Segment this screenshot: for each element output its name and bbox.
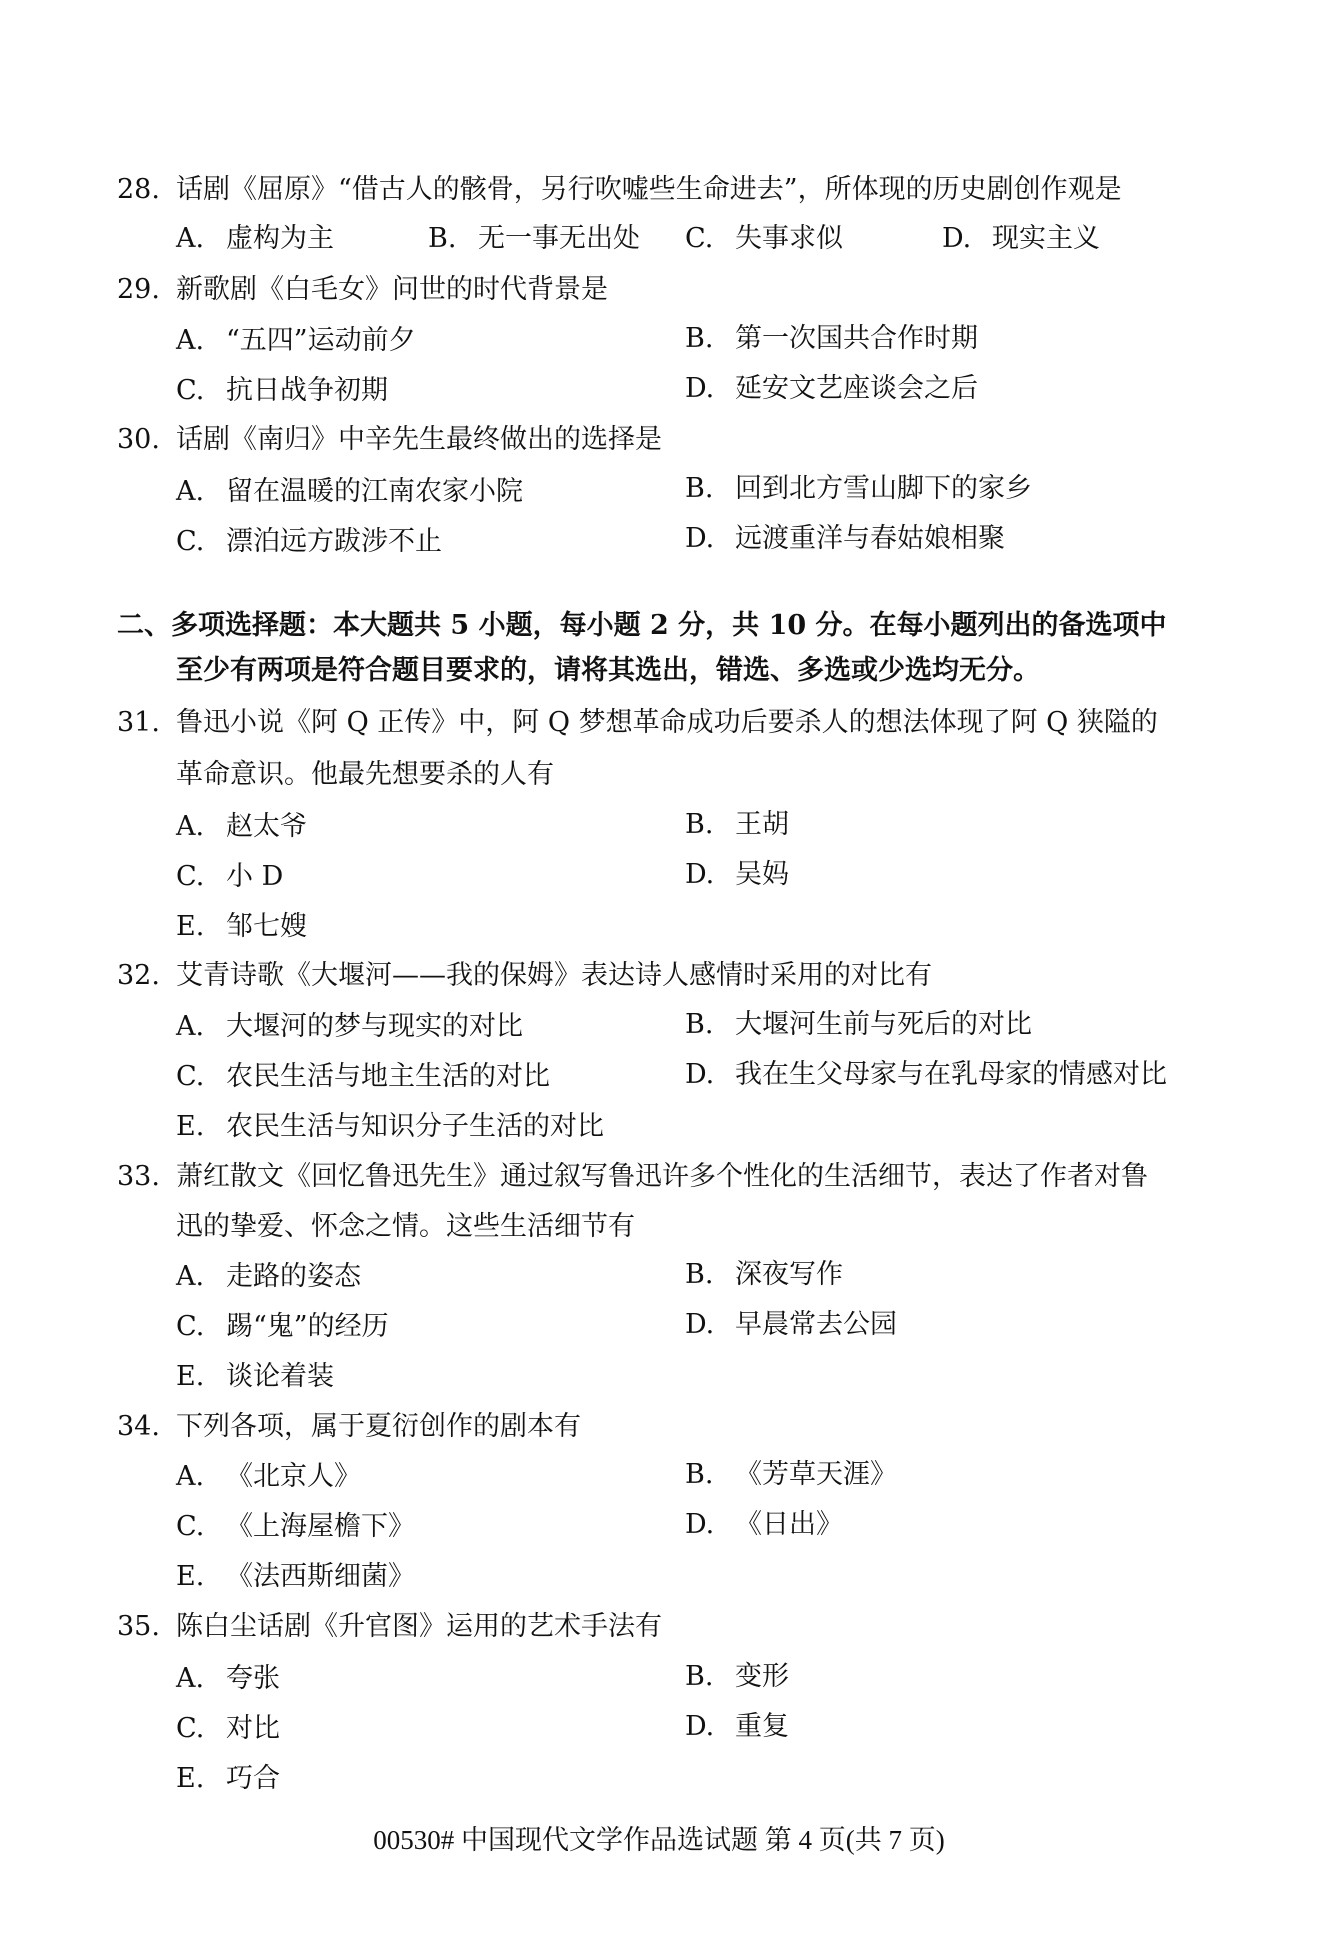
question-number: 33. xyxy=(117,1161,160,1192)
question-stem: 鲁迅小说《阿 Q 正传》中，阿 Q 梦想革命成功后要杀人的想法体现了阿 Q 狭隘的 xyxy=(176,707,1158,738)
option-text: 巧合 xyxy=(226,1763,280,1794)
option-d xyxy=(685,1060,1167,1090)
option-a xyxy=(176,1664,280,1694)
option-label: D. xyxy=(685,1711,715,1742)
option-e xyxy=(176,1562,415,1592)
option-label: D. xyxy=(685,523,715,554)
option-c xyxy=(176,1512,415,1542)
option-text: “五四”运动前夕 xyxy=(226,325,416,356)
option-a xyxy=(176,1012,523,1042)
question-number: 30. xyxy=(117,424,160,455)
option-b xyxy=(685,1010,1032,1040)
option-text: 《北京人》 xyxy=(226,1461,361,1492)
question-stem: 话剧《屈原》“借古人的骸骨，另行吹嘘些生命进去”，所体现的历史剧创作观是 xyxy=(176,174,1122,205)
option-text: 对比 xyxy=(226,1713,280,1744)
option-text: 无一事无出处 xyxy=(478,223,640,254)
option-label: D. xyxy=(685,1059,715,1090)
question-number: 28. xyxy=(117,174,160,205)
option-a xyxy=(176,224,334,254)
option-text: 谈论着装 xyxy=(226,1361,334,1392)
option-label: C. xyxy=(176,1511,205,1542)
question-30 xyxy=(117,425,662,455)
option-label: A. xyxy=(176,1261,205,1292)
option-b xyxy=(428,224,640,254)
option-label: B. xyxy=(685,473,714,504)
option-text: 第一次国共合作时期 xyxy=(735,323,978,354)
option-e xyxy=(176,1764,280,1794)
option-d xyxy=(685,1510,843,1540)
option-text: 《法西斯细菌》 xyxy=(226,1561,415,1592)
question-28 xyxy=(117,175,1122,205)
option-c xyxy=(176,376,388,406)
question-number: 32. xyxy=(117,960,160,991)
question-33 xyxy=(117,1162,1148,1192)
option-label: B. xyxy=(685,809,714,840)
question-stem-continued: 革命意识。他最先想要杀的人有 xyxy=(176,759,554,790)
option-label: D. xyxy=(685,373,715,404)
option-text: 夸张 xyxy=(226,1663,280,1694)
option-label: E. xyxy=(176,1763,205,1794)
option-label: D. xyxy=(685,859,715,890)
option-text: 我在生父母家与在乳母家的情感对比 xyxy=(735,1059,1167,1090)
option-label: E. xyxy=(176,911,205,942)
option-d xyxy=(942,224,1100,254)
question-31 xyxy=(117,708,1158,738)
option-b xyxy=(685,474,1032,504)
option-d xyxy=(685,1310,897,1340)
option-a xyxy=(176,1262,361,1292)
section-heading: 二、多项选择题：本大题共 5 小题，每小题 2 分，共 10 分。在每小题列出的备选项中 xyxy=(117,610,1167,641)
option-c xyxy=(176,1312,389,1342)
option-label: A. xyxy=(176,1011,205,1042)
option-text: 失事求似 xyxy=(735,223,843,254)
option-b xyxy=(685,810,789,840)
option-label: E. xyxy=(176,1111,205,1142)
option-text: 踢“鬼”的经历 xyxy=(226,1311,389,1342)
option-text: 留在温暖的江南农家小院 xyxy=(226,476,523,507)
option-label: A. xyxy=(176,1663,205,1694)
option-c xyxy=(685,224,843,254)
option-label: A. xyxy=(176,223,205,254)
question-number: 31. xyxy=(117,707,160,738)
question-32 xyxy=(117,961,932,991)
option-b xyxy=(685,1662,789,1692)
option-b xyxy=(685,324,978,354)
option-label: D. xyxy=(685,1509,715,1540)
page-footer: 00530# 中国现代文学作品选试题 第 4 页(共 7 页) xyxy=(373,1825,945,1855)
option-text: 虚构为主 xyxy=(226,223,334,254)
question-number: 29. xyxy=(117,274,160,305)
question-stem: 陈白尘话剧《升官图》运用的艺术手法有 xyxy=(176,1611,662,1642)
option-text: 变形 xyxy=(735,1661,789,1692)
option-label: C. xyxy=(176,861,205,892)
question-number: 34. xyxy=(117,1411,160,1442)
question-stem: 话剧《南归》中辛先生最终做出的选择是 xyxy=(176,424,662,455)
option-label: C. xyxy=(176,526,205,557)
option-text: 邹七嫂 xyxy=(226,911,307,942)
option-text: 漂泊远方跋涉不止 xyxy=(226,526,442,557)
option-text: 王胡 xyxy=(735,809,789,840)
option-label: B. xyxy=(685,1259,714,1290)
option-b xyxy=(685,1260,843,1290)
option-label: B. xyxy=(685,323,714,354)
question-35 xyxy=(117,1612,662,1642)
option-text: 远渡重洋与春姑娘相聚 xyxy=(735,523,1005,554)
option-a xyxy=(176,477,523,507)
option-label: B. xyxy=(685,1009,714,1040)
option-d xyxy=(685,524,1005,554)
question-stem: 新歌剧《白毛女》问世的时代背景是 xyxy=(176,274,608,305)
option-a xyxy=(176,326,416,356)
option-label: A. xyxy=(176,811,205,842)
option-label: C. xyxy=(685,223,714,254)
option-text: 《上海屋檐下》 xyxy=(226,1511,415,1542)
option-label: B. xyxy=(428,223,457,254)
option-text: 现实主义 xyxy=(992,223,1100,254)
option-a xyxy=(176,1462,361,1492)
question-29 xyxy=(117,275,608,305)
option-label: A. xyxy=(176,325,205,356)
option-d xyxy=(685,374,978,404)
option-label: C. xyxy=(176,375,205,406)
option-text: 回到北方雪山脚下的家乡 xyxy=(735,473,1032,504)
option-e xyxy=(176,1362,334,1392)
option-label: B. xyxy=(685,1459,714,1490)
option-text: 重复 xyxy=(735,1711,789,1742)
option-b xyxy=(685,1460,897,1490)
option-text: 延安文艺座谈会之后 xyxy=(735,373,978,404)
option-label: B. xyxy=(685,1661,714,1692)
option-c xyxy=(176,862,283,892)
option-text: 《日出》 xyxy=(735,1509,843,1540)
option-label: E. xyxy=(176,1561,205,1592)
option-label: D. xyxy=(685,1309,715,1340)
question-stem: 下列各项，属于夏衍创作的剧本有 xyxy=(176,1411,581,1442)
section-instructions: 至少有两项是符合题目要求的，请将其选出，错选、多选或少选均无分。 xyxy=(176,655,1040,686)
question-stem-continued: 迅的挚爱、怀念之情。这些生活细节有 xyxy=(176,1211,635,1242)
option-text: 大堰河生前与死后的对比 xyxy=(735,1009,1032,1040)
option-text: 赵太爷 xyxy=(226,811,307,842)
option-text: 吴妈 xyxy=(735,859,789,890)
option-label: C. xyxy=(176,1713,205,1744)
question-number: 35. xyxy=(117,1611,160,1642)
option-label: A. xyxy=(176,476,205,507)
option-c xyxy=(176,1714,280,1744)
option-text: 走路的姿态 xyxy=(226,1261,361,1292)
question-stem: 艾青诗歌《大堰河——我的保姆》表达诗人感情时采用的对比有 xyxy=(176,960,932,991)
option-label: C. xyxy=(176,1311,205,1342)
option-text: 抗日战争初期 xyxy=(226,375,388,406)
option-label: D. xyxy=(942,223,972,254)
question-stem: 萧红散文《回忆鲁迅先生》通过叙写鲁迅许多个性化的生活细节，表达了作者对鲁 xyxy=(176,1161,1148,1192)
option-text: 早晨常去公园 xyxy=(735,1309,897,1340)
option-d xyxy=(685,860,789,890)
question-34 xyxy=(117,1412,581,1442)
option-text: 大堰河的梦与现实的对比 xyxy=(226,1011,523,1042)
option-label: E. xyxy=(176,1361,205,1392)
option-text: 小 D xyxy=(226,861,284,892)
option-a xyxy=(176,812,307,842)
option-text: 农民生活与地主生活的对比 xyxy=(226,1061,550,1092)
option-e xyxy=(176,1112,604,1142)
option-c xyxy=(176,1062,550,1092)
option-text: 《芳草天涯》 xyxy=(735,1459,897,1490)
option-e xyxy=(176,912,307,942)
option-text: 农民生活与知识分子生活的对比 xyxy=(226,1111,604,1142)
option-text: 深夜写作 xyxy=(735,1259,843,1290)
option-label: A. xyxy=(176,1461,205,1492)
option-c xyxy=(176,527,442,557)
option-label: C. xyxy=(176,1061,205,1092)
option-d xyxy=(685,1712,789,1742)
